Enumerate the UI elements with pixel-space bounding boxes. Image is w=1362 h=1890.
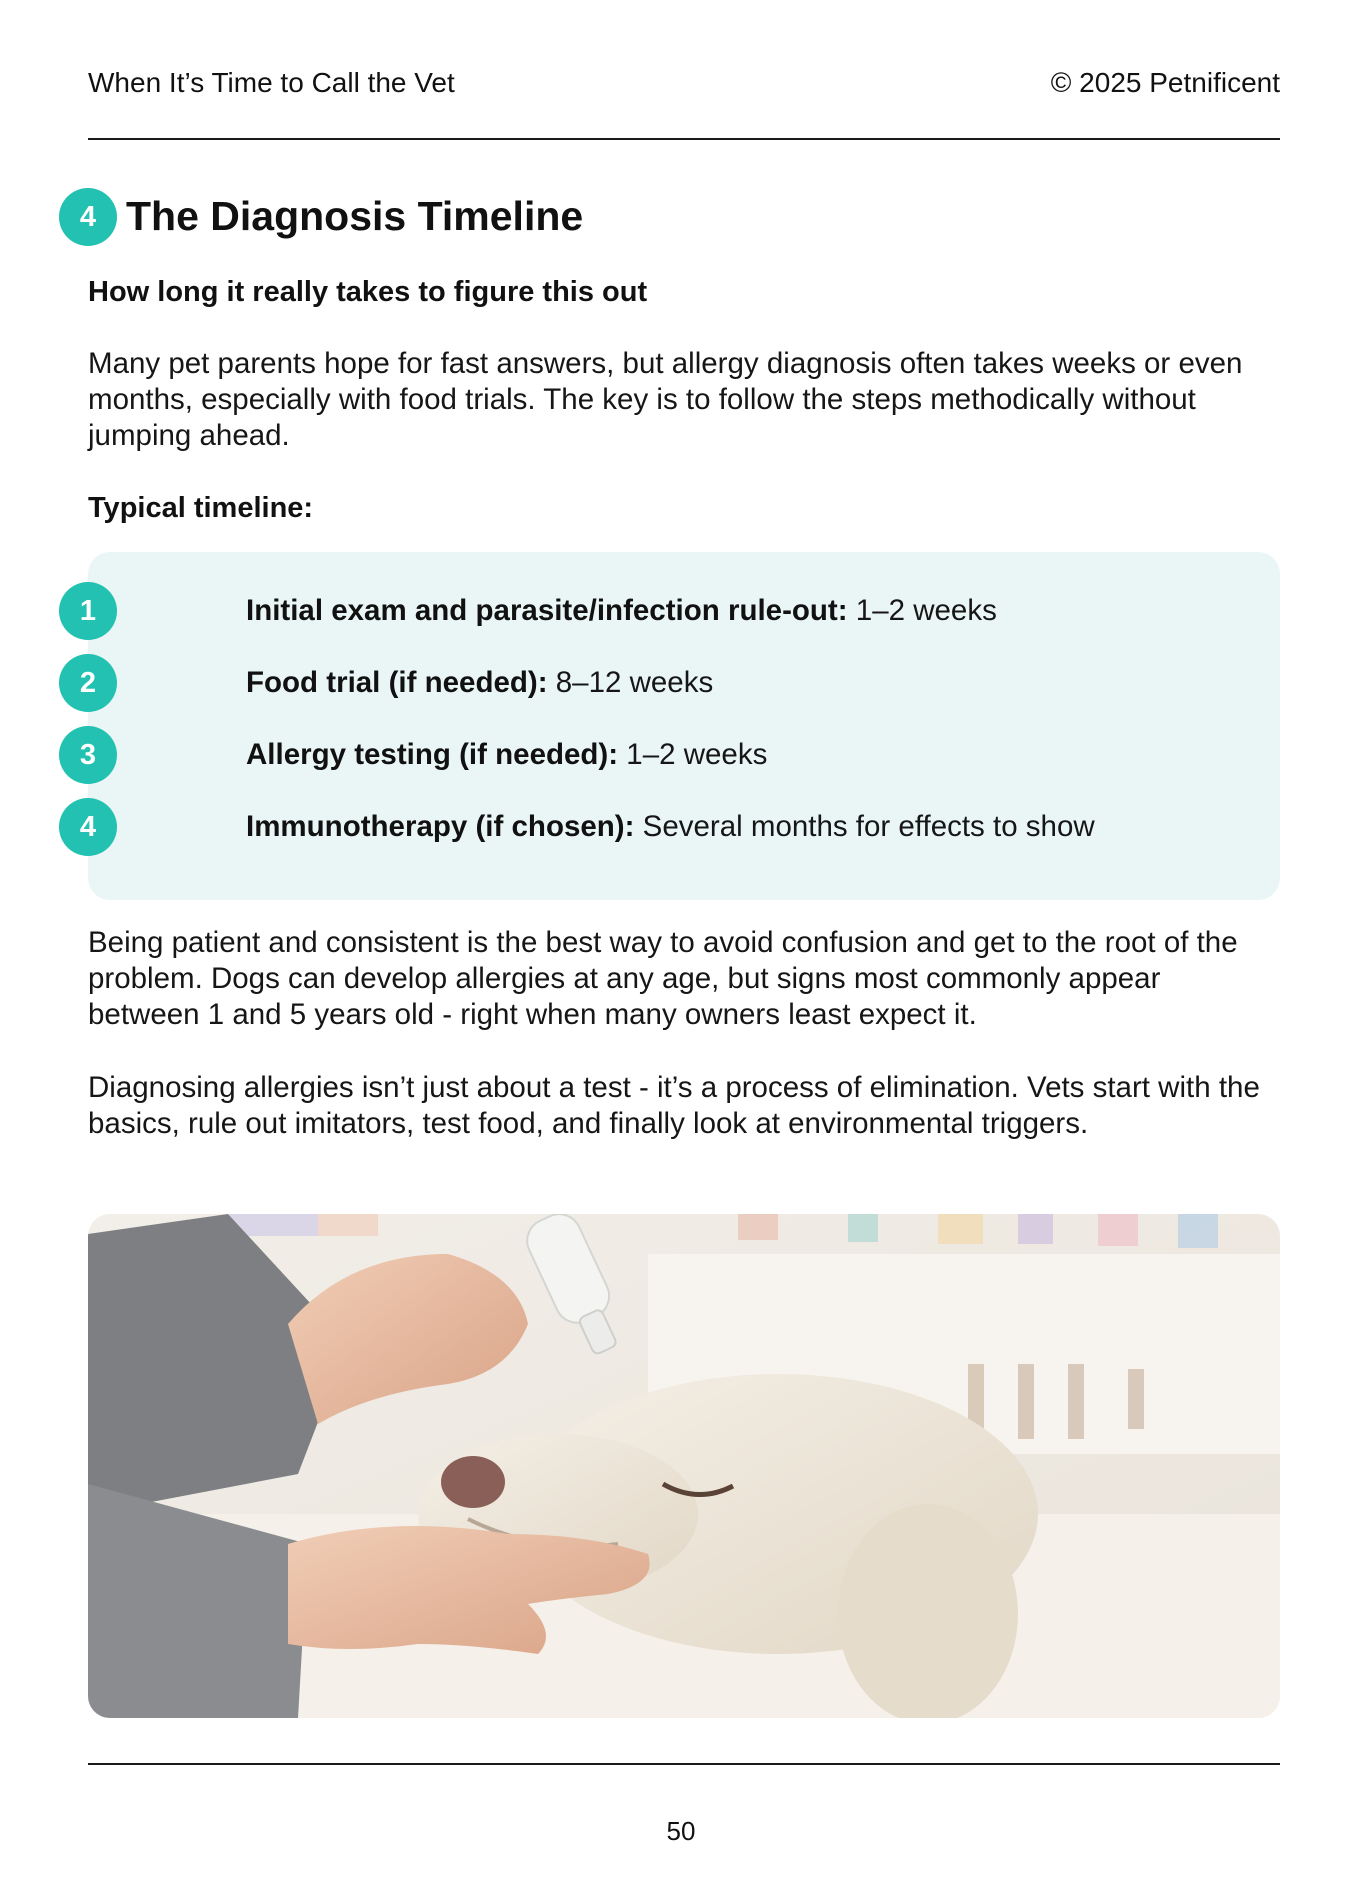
timeline-step-1 <box>246 593 997 629</box>
body-paragraph: Being patient and consistent is the best way to avoid confusion and get to the root of the problem. Dogs can develop allergies at any age, but signs most commonly appear between 1 and 5 years old - right when many owners least expect it. <box>88 926 1238 1031</box>
section-subtitle: How long it really takes to figure this out <box>88 276 648 308</box>
timeline-box <box>79 552 1280 900</box>
footer-divider <box>88 1763 1280 1765</box>
header-copyright: © 2025 Petnificent <box>1050 67 1280 98</box>
section-number-badge: 4 <box>59 188 117 246</box>
dog-eye-drops-photo <box>88 1214 1280 1718</box>
timeline-heading: Typical timeline: <box>88 492 314 524</box>
timeline-step-3 <box>246 737 767 773</box>
timeline-step-badge: 2 <box>59 654 117 712</box>
header-divider <box>88 138 1280 140</box>
timeline-step-duration: 8–12 weeks <box>555 666 714 699</box>
timeline-step-duration: 1–2 weeks <box>855 594 997 627</box>
timeline-step-badge: 3 <box>59 726 117 784</box>
page-header <box>88 66 1280 100</box>
timeline-step-4 <box>246 809 1095 845</box>
section-title: The Diagnosis Timeline <box>126 193 584 239</box>
timeline-step-duration: Several months for effects to show <box>642 810 1095 843</box>
timeline-step-label: Food trial (if needed): <box>246 666 548 699</box>
header-title: When It’s Time to Call the Vet <box>88 67 455 98</box>
intro-paragraph: Many pet parents hope for fast answers, but allergy diagnosis often takes weeks or even months, especially with food trials. The key is to follow the steps methodically without jumping ahead. <box>88 347 1243 452</box>
timeline-step-label: Immunotherapy (if chosen): <box>246 810 635 843</box>
timeline-step-label: Allergy testing (if needed): <box>246 738 619 771</box>
timeline-step-duration: 1–2 weeks <box>626 738 768 771</box>
page-number: 50 <box>666 1816 696 1846</box>
timeline-step-label: Initial exam and parasite/infection rule-out: <box>246 594 848 627</box>
timeline-step-2 <box>246 665 713 701</box>
timeline-step-badge: 4 <box>59 798 117 856</box>
timeline-step-badge: 1 <box>59 582 117 640</box>
body-paragraph: Diagnosing allergies isn’t just about a test - it’s a process of elimination. Vets start with the basics, rule out imitators, test food, and finally look at environmental triggers. <box>88 1071 1260 1140</box>
